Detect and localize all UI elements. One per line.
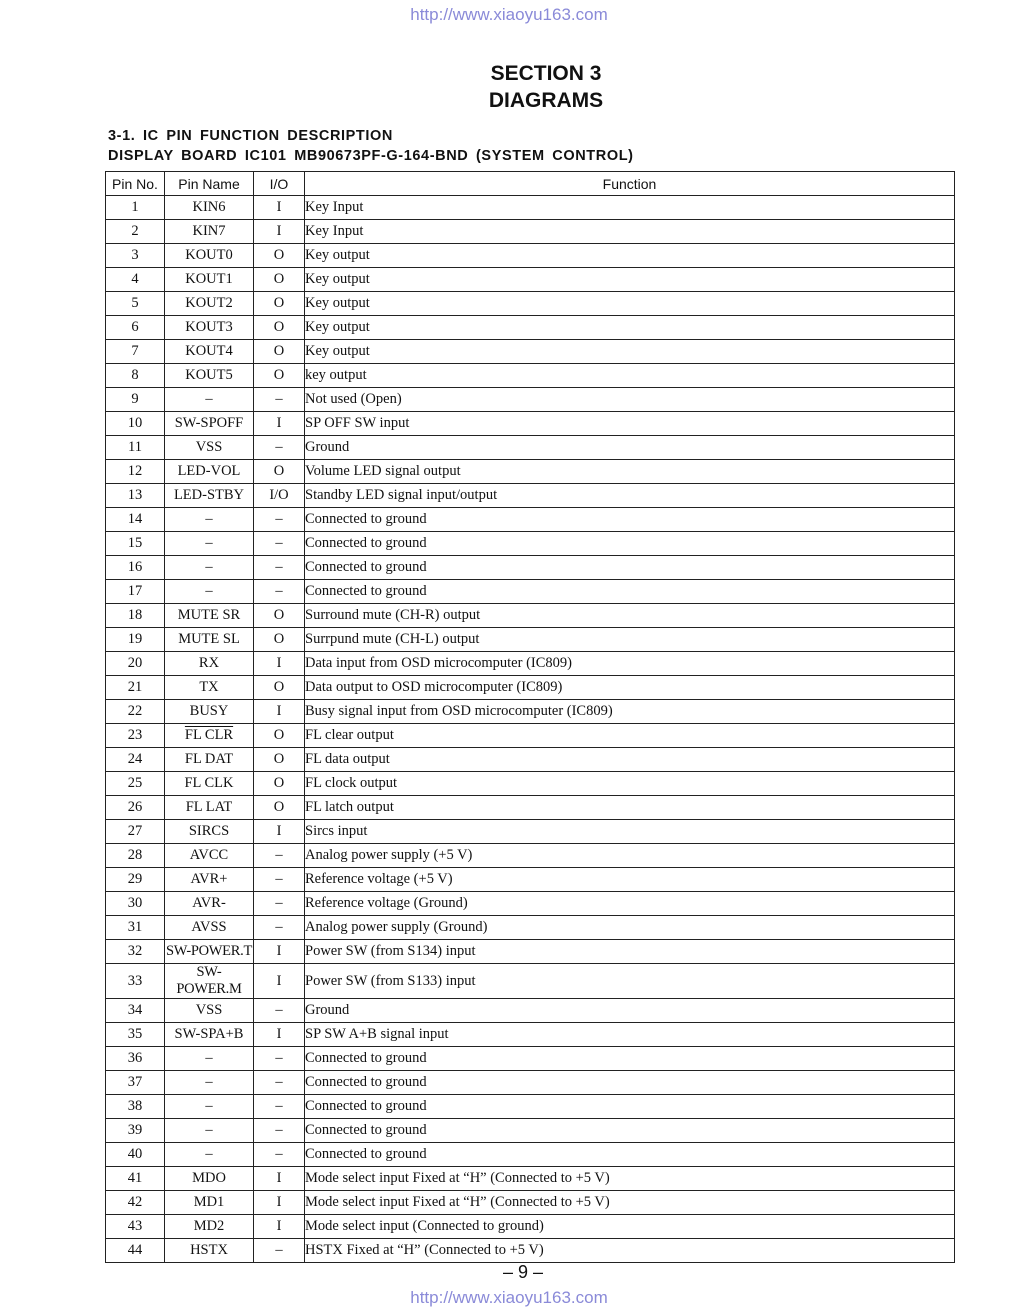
table-row — [106, 700, 955, 724]
pin-name-cell: VSS — [165, 999, 254, 1023]
table-row — [106, 1191, 955, 1215]
section-subtitle: DIAGRAMS — [488, 89, 604, 112]
pin-number-cell: 21 — [106, 676, 165, 700]
column-header-pin-name: Pin Name — [165, 172, 254, 196]
io-cell: I — [254, 1215, 305, 1239]
pin-number-cell: 40 — [106, 1143, 165, 1167]
io-cell: O — [254, 628, 305, 652]
pin-number-cell: 3 — [106, 244, 165, 268]
io-cell: I — [254, 1023, 305, 1047]
io-cell: O — [254, 748, 305, 772]
table-row — [106, 724, 955, 748]
table-heading: 3-1. IC PIN FUNCTION DESCRIPTION — [108, 128, 393, 144]
pin-number-cell: 1 — [106, 196, 165, 220]
pin-number-cell: 38 — [106, 1095, 165, 1119]
io-cell: – — [254, 532, 305, 556]
pin-number-cell: 19 — [106, 628, 165, 652]
table-row — [106, 292, 955, 316]
page-number: – 9 – — [502, 1262, 544, 1282]
function-cell: Connected to ground — [305, 1119, 955, 1143]
pin-name-cell: MD1 — [165, 1191, 254, 1215]
table-row — [106, 1215, 955, 1239]
pin-number-cell: 13 — [106, 484, 165, 508]
table-row — [106, 196, 955, 220]
pin-name-cell: – — [165, 580, 254, 604]
pin-name-cell: – — [165, 1071, 254, 1095]
pin-name-cell: SIRCS — [165, 820, 254, 844]
table-row — [106, 532, 955, 556]
function-cell: FL data output — [305, 748, 955, 772]
function-cell: Data output to OSD microcomputer (IC809) — [305, 676, 955, 700]
table-row — [106, 340, 955, 364]
pin-name-cell: SW-SPA+B — [165, 1023, 254, 1047]
pin-name-cell: KOUT5 — [165, 364, 254, 388]
watermark-url-top: http://www.xiaoyu163.com — [410, 5, 608, 24]
function-cell: Analog power supply (+5 V) — [305, 844, 955, 868]
pin-number-cell: 35 — [106, 1023, 165, 1047]
table-row — [106, 1095, 955, 1119]
watermark-url-bottom: http://www.xiaoyu163.com — [410, 1288, 608, 1307]
function-cell: Mode select input (Connected to ground) — [305, 1215, 955, 1239]
io-cell: I — [254, 1167, 305, 1191]
pin-number-cell: 7 — [106, 340, 165, 364]
pin-number-cell: 30 — [106, 892, 165, 916]
pin-number-cell: 18 — [106, 604, 165, 628]
pin-name-cell: HSTX — [165, 1239, 254, 1263]
pin-number-cell: 39 — [106, 1119, 165, 1143]
function-cell: SP OFF SW input — [305, 412, 955, 436]
table-row — [106, 364, 955, 388]
pin-number-cell: 5 — [106, 292, 165, 316]
function-cell: Connected to ground — [305, 1047, 955, 1071]
pin-name-cell: AVR- — [165, 892, 254, 916]
io-cell: – — [254, 892, 305, 916]
pin-number-cell: 8 — [106, 364, 165, 388]
pin-number-cell: 42 — [106, 1191, 165, 1215]
function-cell: Reference voltage (+5 V) — [305, 868, 955, 892]
table-row — [106, 220, 955, 244]
function-cell: Sircs input — [305, 820, 955, 844]
function-cell: FL clear output — [305, 724, 955, 748]
table-row — [106, 316, 955, 340]
pin-name-cell: AVR+ — [165, 868, 254, 892]
pin-name-cell: – — [165, 388, 254, 412]
table-row — [106, 268, 955, 292]
function-cell: FL clock output — [305, 772, 955, 796]
table-row — [106, 388, 955, 412]
pin-number-cell: 15 — [106, 532, 165, 556]
table-row — [106, 1239, 955, 1263]
table-row — [106, 999, 955, 1023]
io-cell: I — [254, 700, 305, 724]
table-row — [106, 676, 955, 700]
pin-number-cell: 43 — [106, 1215, 165, 1239]
io-cell: – — [254, 916, 305, 940]
function-cell: Not used (Open) — [305, 388, 955, 412]
function-cell: Connected to ground — [305, 1095, 955, 1119]
pin-number-cell: 11 — [106, 436, 165, 460]
function-cell: Standby LED signal input/output — [305, 484, 955, 508]
table-row — [106, 484, 955, 508]
io-cell: O — [254, 724, 305, 748]
table-row — [106, 436, 955, 460]
function-cell: Key output — [305, 244, 955, 268]
table-row — [106, 916, 955, 940]
pin-name-cell: BUSY — [165, 700, 254, 724]
pin-number-cell: 4 — [106, 268, 165, 292]
table-row — [106, 940, 955, 964]
pin-name-cell: KOUT3 — [165, 316, 254, 340]
pin-number-cell: 41 — [106, 1167, 165, 1191]
pin-name-cell: TX — [165, 676, 254, 700]
pin-name-cell: AVSS — [165, 916, 254, 940]
pin-name-cell: VSS — [165, 436, 254, 460]
function-cell: Surrpund mute (CH-L) output — [305, 628, 955, 652]
pin-name-cell: KOUT4 — [165, 340, 254, 364]
pin-name-cell: – — [165, 556, 254, 580]
table-row — [106, 1143, 955, 1167]
table-row — [106, 556, 955, 580]
io-cell: – — [254, 868, 305, 892]
function-cell: Connected to ground — [305, 508, 955, 532]
io-cell: O — [254, 316, 305, 340]
pin-number-cell: 31 — [106, 916, 165, 940]
pin-number-cell: 28 — [106, 844, 165, 868]
pin-number-cell: 9 — [106, 388, 165, 412]
function-cell: Connected to ground — [305, 556, 955, 580]
column-header-io: I/O — [254, 172, 305, 196]
function-cell: Ground — [305, 999, 955, 1023]
pin-number-cell: 32 — [106, 940, 165, 964]
io-cell: O — [254, 796, 305, 820]
pin-name-cell: SW-POWER.M — [165, 964, 254, 999]
pin-number-cell: 22 — [106, 700, 165, 724]
pin-number-cell: 29 — [106, 868, 165, 892]
io-cell: I — [254, 196, 305, 220]
pin-number-cell: 24 — [106, 748, 165, 772]
pin-name-cell: LED-STBY — [165, 484, 254, 508]
io-cell: – — [254, 1095, 305, 1119]
function-cell: Key Input — [305, 196, 955, 220]
pin-name-cell: SW-POWER.T — [165, 940, 254, 964]
function-cell: Volume LED signal output — [305, 460, 955, 484]
function-cell: Power SW (from S134) input — [305, 940, 955, 964]
io-cell: I — [254, 820, 305, 844]
pin-number-cell: 16 — [106, 556, 165, 580]
function-cell: Key output — [305, 292, 955, 316]
table-row — [106, 796, 955, 820]
pin-number-cell: 25 — [106, 772, 165, 796]
function-cell: Connected to ground — [305, 1143, 955, 1167]
io-cell: – — [254, 508, 305, 532]
pin-number-cell: 33 — [106, 964, 165, 999]
function-cell: Key output — [305, 316, 955, 340]
table-row — [106, 628, 955, 652]
pin-number-cell: 14 — [106, 508, 165, 532]
table-row — [106, 412, 955, 436]
table-header-row — [106, 172, 955, 196]
table-row — [106, 892, 955, 916]
column-header-pin-no: Pin No. — [106, 172, 165, 196]
function-cell: key output — [305, 364, 955, 388]
pin-name-cell: FL DAT — [165, 748, 254, 772]
table-row — [106, 508, 955, 532]
pin-name-cell: – — [165, 532, 254, 556]
function-cell: Key output — [305, 268, 955, 292]
pin-number-cell: 10 — [106, 412, 165, 436]
io-cell: I/O — [254, 484, 305, 508]
pin-name-cell: – — [165, 1143, 254, 1167]
io-cell: – — [254, 1119, 305, 1143]
function-cell: FL latch output — [305, 796, 955, 820]
function-cell: Data input from OSD microcomputer (IC809) — [305, 652, 955, 676]
io-cell: – — [254, 1239, 305, 1263]
io-cell: I — [254, 1191, 305, 1215]
table-row — [106, 964, 955, 999]
io-cell: O — [254, 676, 305, 700]
table-subheading: DISPLAY BOARD IC101 MB90673PF-G-164-BND (SYSTEM CONTROL) — [108, 148, 634, 164]
function-cell: Busy signal input from OSD microcomputer (IC809) — [305, 700, 955, 724]
io-cell: O — [254, 292, 305, 316]
io-cell: I — [254, 940, 305, 964]
io-cell: O — [254, 364, 305, 388]
pin-number-cell: 37 — [106, 1071, 165, 1095]
function-cell: Power SW (from S133) input — [305, 964, 955, 999]
pin-number-cell: 2 — [106, 220, 165, 244]
function-cell: Reference voltage (Ground) — [305, 892, 955, 916]
pin-name-cell: LED-VOL — [165, 460, 254, 484]
pin-number-cell: 23 — [106, 724, 165, 748]
function-cell: Connected to ground — [305, 1071, 955, 1095]
pin-name-cell: SW-SPOFF — [165, 412, 254, 436]
pin-name-cell: KIN6 — [165, 196, 254, 220]
table-row — [106, 244, 955, 268]
pin-name-cell: KOUT1 — [165, 268, 254, 292]
pin-name-cell: MUTE SL — [165, 628, 254, 652]
function-cell: Surround mute (CH-R) output — [305, 604, 955, 628]
pin-number-cell: 6 — [106, 316, 165, 340]
io-cell: I — [254, 652, 305, 676]
pin-number-cell: 44 — [106, 1239, 165, 1263]
function-cell: HSTX Fixed at “H” (Connected to +5 V) — [305, 1239, 955, 1263]
table-row — [106, 1047, 955, 1071]
io-cell: – — [254, 580, 305, 604]
pin-name-cell: – — [165, 1047, 254, 1071]
function-cell: Connected to ground — [305, 532, 955, 556]
table-row — [106, 844, 955, 868]
io-cell: O — [254, 460, 305, 484]
pin-name-cell: AVCC — [165, 844, 254, 868]
pin-number-cell: 17 — [106, 580, 165, 604]
pin-name-cell: RX — [165, 652, 254, 676]
function-cell: SP SW A+B signal input — [305, 1023, 955, 1047]
pin-number-cell: 27 — [106, 820, 165, 844]
table-row — [106, 820, 955, 844]
io-cell: I — [254, 964, 305, 999]
pin-name-cell: – — [165, 1095, 254, 1119]
pin-number-cell: 12 — [106, 460, 165, 484]
io-cell: O — [254, 244, 305, 268]
pin-number-cell: 20 — [106, 652, 165, 676]
io-cell: I — [254, 412, 305, 436]
table-row — [106, 748, 955, 772]
function-cell: Key output — [305, 340, 955, 364]
table-row — [106, 772, 955, 796]
pin-name-cell: MD2 — [165, 1215, 254, 1239]
pin-name-cell: – — [165, 1119, 254, 1143]
table-row — [106, 652, 955, 676]
io-cell: I — [254, 220, 305, 244]
table-row — [106, 1167, 955, 1191]
table-row — [106, 580, 955, 604]
pin-name-cell: FL CLR — [165, 724, 254, 748]
pin-name-cell: FL LAT — [165, 796, 254, 820]
section-title: SECTION 3 — [490, 62, 602, 85]
io-cell: O — [254, 772, 305, 796]
column-header-function: Function — [305, 172, 955, 196]
pin-number-cell: 34 — [106, 999, 165, 1023]
io-cell: – — [254, 999, 305, 1023]
table-row — [106, 868, 955, 892]
io-cell: O — [254, 604, 305, 628]
function-cell: Ground — [305, 436, 955, 460]
io-cell: – — [254, 1143, 305, 1167]
io-cell: O — [254, 268, 305, 292]
table-row — [106, 1119, 955, 1143]
io-cell: – — [254, 388, 305, 412]
io-cell: – — [254, 436, 305, 460]
table-row — [106, 604, 955, 628]
io-cell: – — [254, 556, 305, 580]
io-cell: – — [254, 1071, 305, 1095]
pin-name-cell: KOUT2 — [165, 292, 254, 316]
function-cell: Key Input — [305, 220, 955, 244]
table-row — [106, 1023, 955, 1047]
function-cell: Mode select input Fixed at “H” (Connected to +5 V) — [305, 1167, 955, 1191]
pin-name-cell: FL CLK — [165, 772, 254, 796]
pin-name-cell: MDO — [165, 1167, 254, 1191]
table-row — [106, 460, 955, 484]
pin-name-cell: KIN7 — [165, 220, 254, 244]
io-cell: O — [254, 340, 305, 364]
pin-name-cell: MUTE SR — [165, 604, 254, 628]
pin-number-cell: 36 — [106, 1047, 165, 1071]
table-row — [106, 1071, 955, 1095]
pin-name-cell: KOUT0 — [165, 244, 254, 268]
io-cell: – — [254, 844, 305, 868]
io-cell: – — [254, 1047, 305, 1071]
function-cell: Mode select input Fixed at “H” (Connected to +5 V) — [305, 1191, 955, 1215]
pin-name-cell: – — [165, 508, 254, 532]
function-cell: Connected to ground — [305, 580, 955, 604]
pin-function-table — [105, 171, 955, 1263]
function-cell: Analog power supply (Ground) — [305, 916, 955, 940]
pin-number-cell: 26 — [106, 796, 165, 820]
